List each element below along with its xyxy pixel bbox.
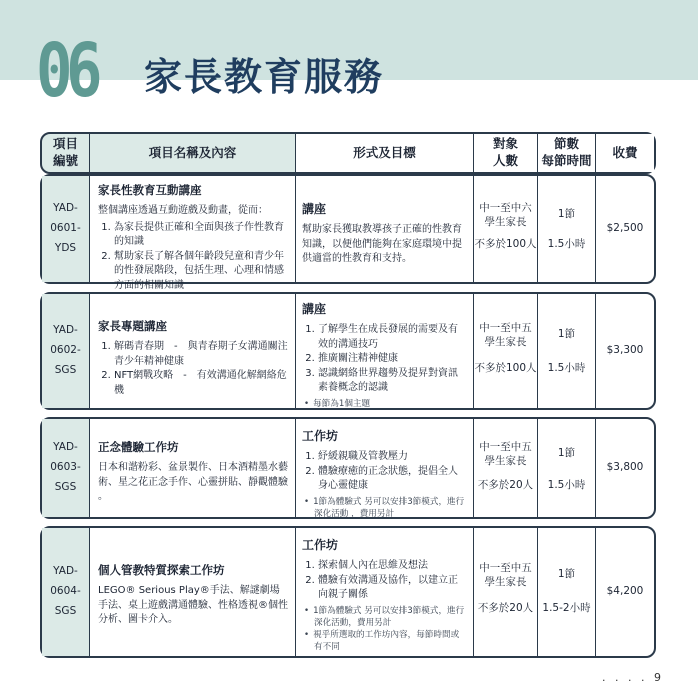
item-fee: $3,800	[606, 461, 644, 474]
item-list: 1. 為家長提供正確和全面與孩子作性教育的知識 2. 幫助家長了解各個年齡段兒童和青少年的性發展階段，包括生理、心理和情感方面的相關知識	[98, 221, 289, 294]
item-title: 家長性教育互動講座	[98, 183, 202, 197]
page-number: . . . . 9	[602, 671, 664, 684]
item-format	[296, 419, 474, 517]
item-desc: 整個講座透過互動遊戲及動畫，從而：	[98, 205, 268, 216]
item-fee: $4,200	[606, 585, 644, 598]
format-title: 工作坊	[302, 429, 339, 443]
page-title: 家長教育服務	[144, 55, 385, 99]
item-content	[90, 528, 296, 656]
format-list: 1. 了解學生在成長發展的需要及有效的溝通技巧 2. 推廣關注精神健康 3. 認識網絡世界趨勢及提昇對資訊素養概念的認識	[302, 323, 467, 396]
item-audience: 中一至中六 學生家長 不多於100人	[474, 176, 538, 282]
item-sessions: 1節 1.5小時	[538, 419, 596, 517]
header-format: 形式及目標	[296, 134, 474, 172]
item-sessions: 1節 1.5小時	[538, 294, 596, 408]
table-row	[40, 174, 656, 291]
item-code: YAD- 0603- SGS	[42, 419, 90, 517]
format-list: 1. 探索個人內在思維及想法 2. 體驗有效溝通及協作，以建立正向親子關係	[302, 559, 467, 603]
item-sessions: 1節 1.5小時	[538, 176, 596, 282]
header-audience: 對象 人數	[474, 134, 538, 172]
table-header	[40, 132, 656, 174]
format-title: 講座	[302, 202, 327, 216]
item-audience: 中一至中五 學生家長 不多於20人	[474, 419, 538, 517]
item-content	[90, 176, 296, 291]
item-fee: $3,300	[606, 344, 644, 357]
item-desc: 日本和諧粉彩、盆景製作、日本酒精墨水藝術、星之花正念手作、心靈拼貼、靜觀體驗 。	[98, 462, 288, 502]
item-code: YAD- 0601- YDS	[42, 176, 90, 282]
item-audience: 中一至中五 學生家長 不多於20人	[474, 528, 538, 656]
item-format	[296, 294, 474, 408]
header-sessions: 節數 每節時間	[538, 134, 596, 172]
section-number: 06	[36, 28, 96, 114]
item-fee: $2,500	[606, 222, 644, 235]
header-code: 項目 編號	[42, 134, 90, 172]
format-title: 工作坊	[302, 538, 339, 552]
item-code: YAD- 0602- SGS	[42, 294, 90, 408]
format-notes: • 1節為體驗式 另可以安排3節模式，進行深化活動，費用另計 • 視乎所選取的工作坊內容，每節時間或有不同	[302, 605, 467, 653]
item-code: YAD- 0604- SGS	[42, 528, 90, 656]
item-content	[90, 294, 296, 408]
header-fee: 收費	[596, 134, 654, 172]
item-audience: 中一至中五 學生家長 不多於100人	[474, 294, 538, 408]
item-list: 1. 解碼青春期 - 與青春期子女溝通關注青少年精神健康 2. NFT網戰攻略 - 有效溝通化解網絡危機	[98, 340, 289, 398]
item-format	[296, 176, 474, 282]
item-title: 家長專題講座	[98, 319, 167, 333]
format-text: 幫助家長獲取教導孩子正確的性教育知識，以便他們能夠在家庭環境中提供適當的性教育和支持。	[302, 224, 462, 264]
table-row	[40, 417, 656, 519]
item-title: 個人管教特質探索工作坊	[98, 563, 225, 577]
header-name: 項目名稱及內容	[90, 134, 296, 172]
format-notes: • 每節為1個主題	[302, 398, 467, 410]
format-title: 講座	[302, 302, 327, 316]
item-sessions: 1節 1.5-2小時	[538, 528, 596, 656]
format-list: 1. 紓緩親職及管教壓力 2. 體驗療癒的正念狀態，提倡全人身心靈健康	[302, 450, 467, 494]
item-content	[90, 419, 296, 517]
table-row	[40, 292, 656, 410]
item-format	[296, 528, 474, 656]
format-notes: • 1節為體驗式 另可以安排3節模式，進行深化活動 ，費用另計	[302, 496, 467, 520]
item-title: 正念體驗工作坊	[98, 440, 179, 454]
item-desc: LEGO® Serious Play®手法、解謎劇場手法、桌上遊戲溝通體驗、性格透視®個性分析、圖卡介入。	[98, 585, 288, 625]
table-row	[40, 526, 656, 658]
